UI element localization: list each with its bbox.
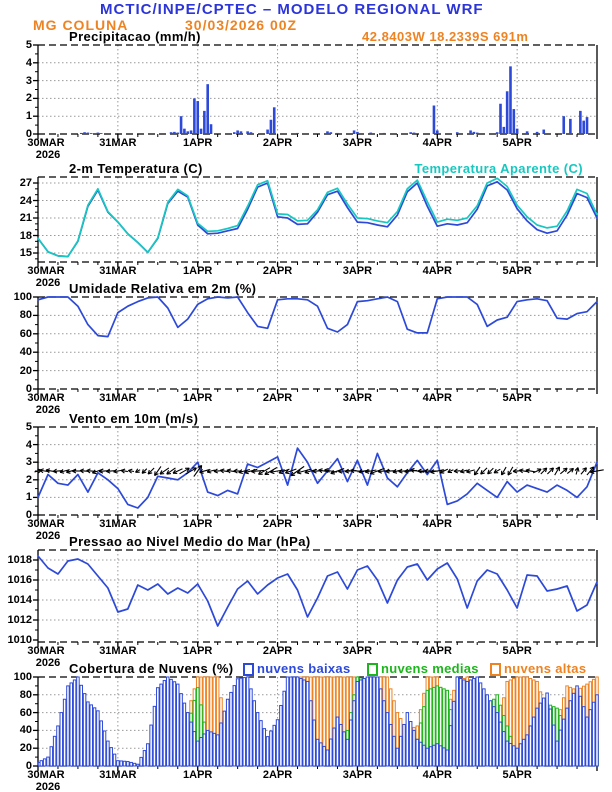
x-axis-label: 3APR	[342, 645, 373, 657]
y-axis-label: 5	[25, 421, 32, 433]
x-axis-label: 3APR	[342, 518, 373, 530]
panel-precipitation	[33, 45, 597, 139]
y-axis-label: 1010	[7, 634, 32, 646]
panel-title-wind: Vento em 10m (m/s)	[69, 411, 199, 426]
x-axis-label: 2APR	[262, 265, 293, 277]
y-axis-label: 1018	[7, 554, 32, 566]
y-axis-label: 20	[19, 742, 32, 755]
x-axis-label: 5APR	[502, 769, 532, 781]
x-axis-year-label: 2026	[35, 657, 61, 669]
panel-title-apparent-temperature: Temperatura Aparente (C)	[414, 161, 583, 176]
y-axis-label: 27	[19, 177, 32, 189]
legend-label-low-clouds: nuvens baixas	[257, 661, 351, 676]
y-axis-label: 2	[25, 473, 32, 486]
legend-label-high-clouds: nuvens altas	[504, 661, 587, 676]
x-axis-label: 3APR	[342, 769, 373, 781]
y-axis-label: 80	[19, 688, 32, 701]
x-axis-label: 4APR	[422, 392, 452, 404]
x-axis-label: 31MAR	[99, 645, 137, 657]
y-axis-label: 18	[19, 229, 32, 242]
panel-title-temperature: 2-m Temperatura (C)	[69, 161, 203, 176]
x-axis-label: 31MAR	[99, 392, 137, 404]
y-axis-label: 60	[19, 706, 32, 719]
panel-temperature_2m	[33, 177, 597, 267]
x-axis-label: 30MAR	[27, 137, 65, 149]
y-axis-label: 40	[19, 724, 32, 737]
x-axis-label: 4APR	[422, 518, 452, 530]
header-run-datetime: 30/03/2026 00Z	[185, 17, 298, 33]
x-axis-label: 1APR	[183, 392, 213, 404]
panel-cloud_cover	[33, 677, 598, 771]
x-axis-year-label: 2026	[35, 404, 61, 416]
x-axis-label: 5APR	[502, 137, 532, 149]
y-axis-label: 0	[25, 383, 32, 395]
y-axis-label: 1014	[7, 594, 32, 606]
panel-mean_sea_level_pressure	[33, 550, 597, 647]
x-axis-label: 1APR	[183, 518, 213, 530]
x-axis-label: 31MAR	[99, 265, 137, 277]
header-title: MCTIC/INPE/CPTEC – MODELO REGIONAL WRF	[100, 1, 484, 18]
panel-title-precipitation: Precipitacao (mm/h)	[69, 29, 201, 44]
x-axis-label: 31MAR	[99, 518, 137, 530]
panel-title-cloud-cover: Cobertura de Nuvens (%)	[69, 661, 234, 676]
x-axis-label: 2APR	[262, 392, 293, 404]
x-axis-label: 1APR	[183, 769, 213, 781]
x-axis-year-label: 2026	[35, 277, 61, 289]
x-axis-label: 5APR	[502, 518, 532, 530]
y-axis-label: 24	[19, 194, 32, 207]
x-axis-label: 30MAR	[27, 265, 65, 277]
y-axis-label: 1	[25, 491, 32, 504]
y-axis-label: 4	[25, 56, 32, 69]
x-axis-label: 4APR	[422, 645, 452, 657]
header-station-name: MG COLUNA	[33, 17, 129, 33]
y-axis-label: 3	[25, 456, 32, 469]
x-axis-label: 2APR	[262, 645, 293, 657]
x-axis-year-label: 2026	[35, 530, 61, 542]
x-axis-label: 2APR	[262, 769, 293, 781]
x-axis-label: 3APR	[342, 392, 373, 404]
x-axis-label: 2APR	[262, 137, 293, 149]
y-axis-label: 21	[19, 212, 32, 224]
y-axis-label: 100	[13, 671, 32, 683]
x-axis-label: 3APR	[342, 137, 373, 149]
x-axis-label: 5APR	[502, 645, 532, 657]
y-axis-label: 0	[25, 509, 32, 521]
y-axis-label: 80	[19, 309, 32, 322]
y-axis-label: 1012	[7, 614, 32, 626]
y-axis-label: 1	[25, 110, 32, 123]
x-axis-label: 4APR	[422, 265, 452, 277]
x-axis-label: 30MAR	[27, 645, 65, 657]
x-axis-year-label: 2026	[35, 149, 61, 161]
y-axis-label: 40	[19, 346, 32, 359]
panel-title-pressure: Pressao ao Nivel Medio do Mar (hPa)	[69, 534, 311, 549]
panel-title-humidity: Umidade Relativa em 2m (%)	[69, 281, 257, 296]
y-axis-label: 20	[19, 364, 32, 377]
x-axis-label: 5APR	[502, 265, 532, 277]
y-axis-label: 60	[19, 327, 32, 340]
y-axis-label: 2	[25, 92, 32, 105]
y-axis-label: 15	[19, 247, 32, 260]
y-axis-label: 5	[25, 39, 32, 51]
x-axis-label: 31MAR	[99, 769, 137, 781]
legend-label-mid-clouds: nuvens medias	[381, 661, 479, 676]
y-axis-label: 1016	[7, 574, 32, 586]
x-axis-label: 1APR	[183, 137, 213, 149]
y-axis-label: 0	[25, 760, 32, 772]
x-axis-label: 4APR	[422, 137, 452, 149]
x-axis-label: 1APR	[183, 645, 213, 657]
x-axis-label: 2APR	[262, 518, 293, 530]
y-axis-label: 3	[25, 74, 32, 87]
y-axis-label: 0	[25, 128, 32, 140]
y-axis-label: 4	[25, 438, 32, 451]
panel-relative_humidity_2m	[33, 297, 597, 394]
x-axis-label: 4APR	[422, 769, 452, 781]
x-axis-label: 30MAR	[27, 769, 65, 781]
x-axis-label: 5APR	[502, 392, 532, 404]
header-location-coordinates: 42.8403W 18.2339S 691m	[362, 29, 529, 44]
x-axis-label: 30MAR	[27, 518, 65, 530]
x-axis-label: 30MAR	[27, 392, 65, 404]
y-axis-label: 100	[13, 291, 32, 303]
x-axis-year-label: 2026	[35, 781, 61, 792]
x-axis-label: 1APR	[183, 265, 213, 277]
x-axis-label: 31MAR	[99, 137, 137, 149]
x-axis-label: 3APR	[342, 265, 373, 277]
panel-wind_10m	[33, 427, 604, 520]
